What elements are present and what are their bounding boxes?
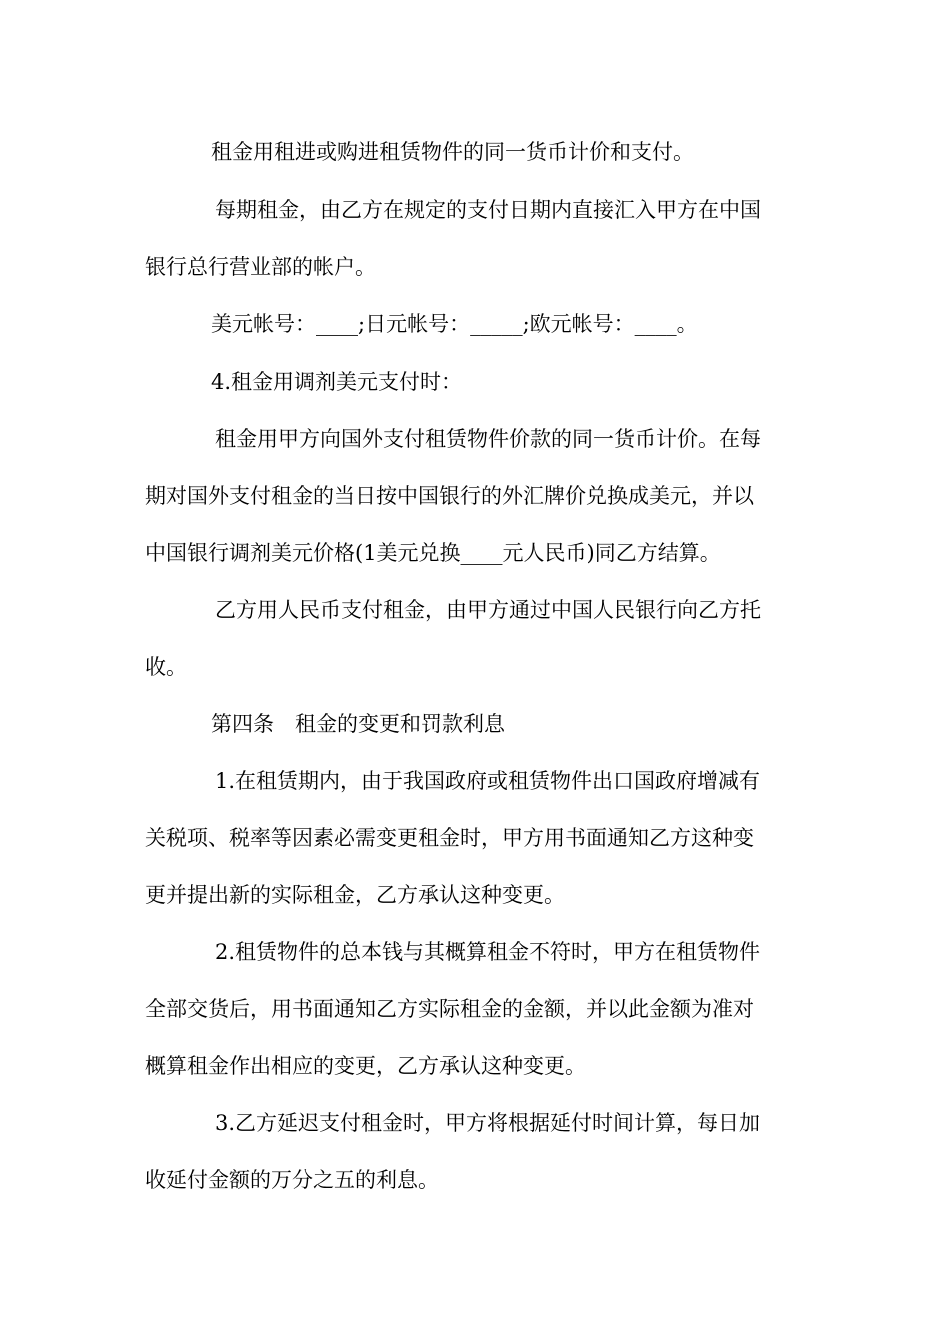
paragraph-line-16: 全部交货后，用书面通知乙方实际租金的金额，并以此金额为准对: [145, 997, 754, 1021]
paragraph-line-6: 租金用甲方向国外支付租赁物件价款的同一货币计价。在每: [215, 427, 761, 451]
paragraph-line-9: 乙方用人民币支付租金，由甲方通过中国人民银行向乙方托: [215, 598, 761, 622]
paragraph-line-12: 1.在租赁期内，由于我国政府或租赁物件出口国政府增减有: [215, 769, 761, 793]
paragraph-line-13: 关税项、税率等因素必需变更租金时，甲方用书面通知乙方这种变: [145, 826, 754, 850]
paragraph-line-8: 中国银行调剂美元价格(1美元兑换____元人民币)同乙方结算。: [145, 541, 721, 565]
section-heading: 第四条 租金的变更和罚款利息: [211, 712, 505, 736]
paragraph-line-10: 收。: [145, 655, 187, 679]
paragraph-line-19: 收延付金额的万分之五的利息。: [145, 1168, 439, 1192]
paragraph-line-1: 租金用租进或购进租赁物件的同一货币计价和支付。: [211, 140, 694, 164]
paragraph-line-2: 每期租金，由乙方在规定的支付日期内直接汇入甲方在中国: [215, 198, 761, 222]
paragraph-line-17: 概算租金作出相应的变更，乙方承认这种变更。: [145, 1054, 586, 1078]
paragraph-line-18: 3.乙方延迟支付租金时，甲方将根据延付时间计算，每日加: [215, 1111, 761, 1135]
paragraph-line-4: 美元帐号：____;日元帐号：_____;欧元帐号：____。: [211, 312, 698, 336]
paragraph-line-5: 4.租金用调剂美元支付时：: [211, 370, 463, 394]
paragraph-line-15: 2.租赁物件的总本钱与其概算租金不符时，甲方在租赁物件: [215, 940, 761, 964]
paragraph-line-3: 银行总行营业部的帐户。: [145, 255, 376, 279]
paragraph-line-14: 更并提出新的实际租金，乙方承认这种变更。: [145, 883, 565, 907]
paragraph-line-7: 期对国外支付租金的当日按中国银行的外汇牌价兑换成美元，并以: [145, 484, 754, 508]
